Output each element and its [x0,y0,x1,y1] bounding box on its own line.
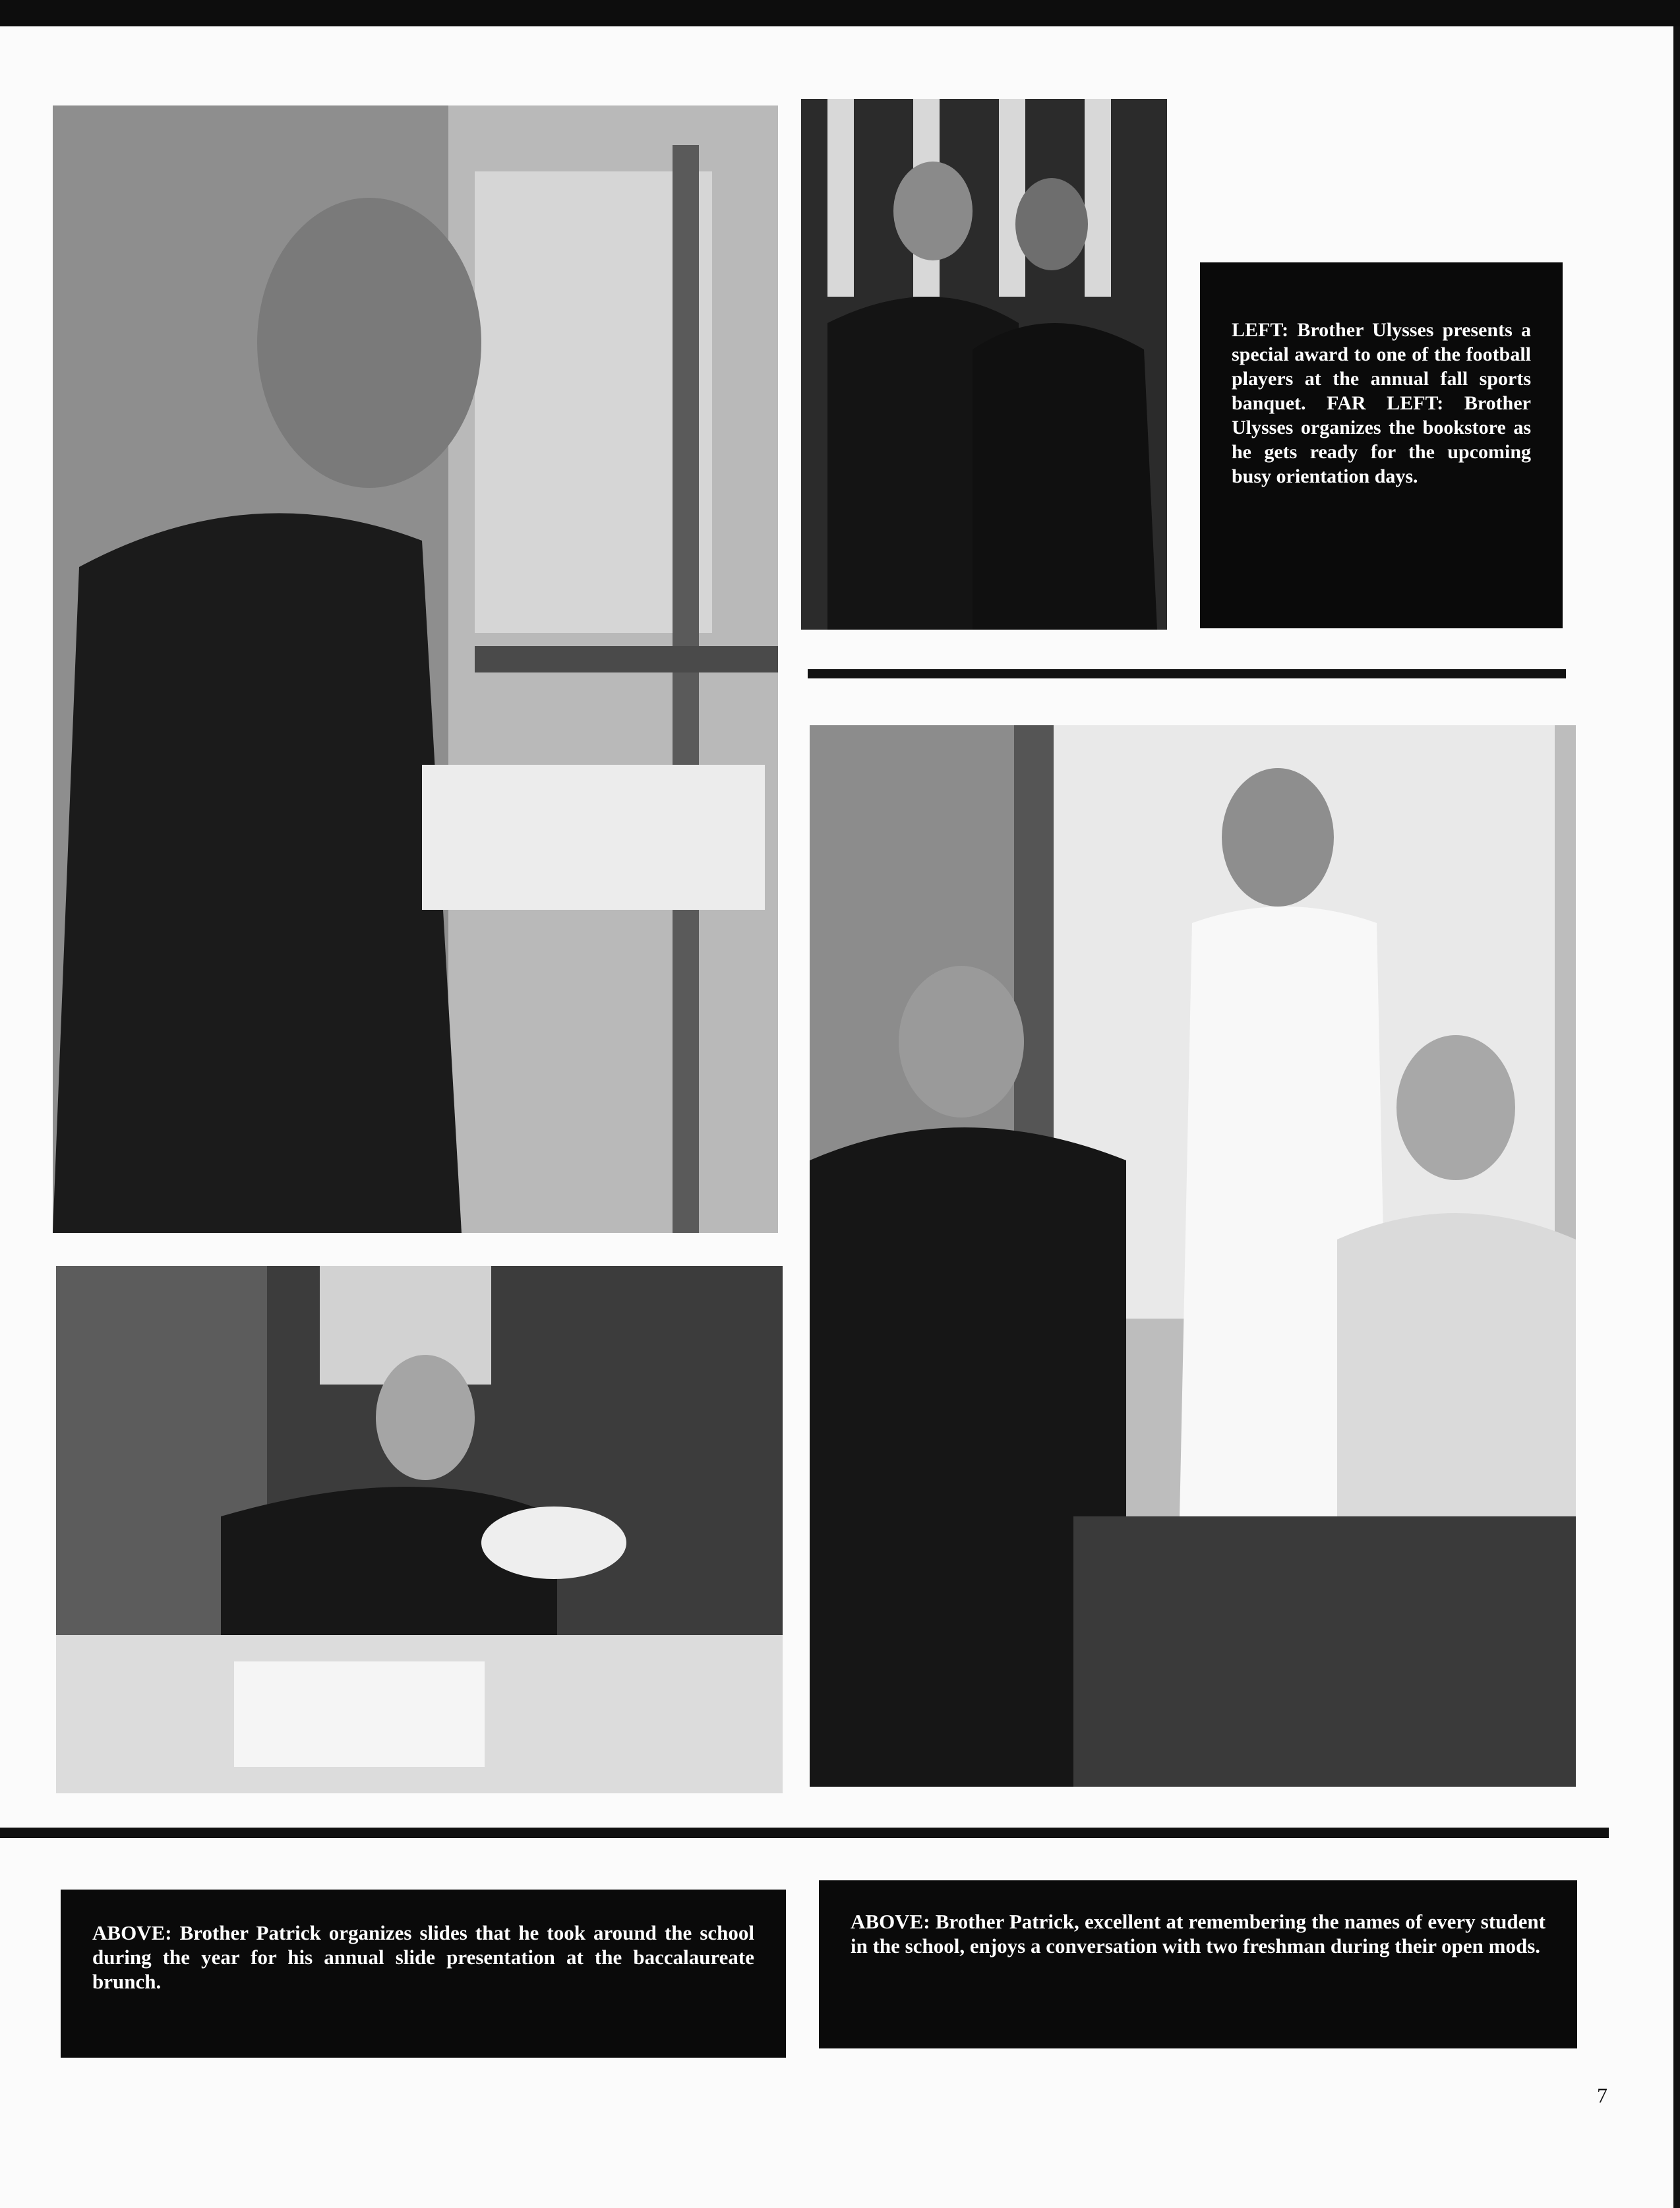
photo-award-art [801,99,1167,630]
caption-slides [61,1890,786,2058]
photo-bookstore [53,105,778,1233]
caption-award-bookstore-text: LEFT: Brother Ulysses presents a special award to one of the football players at the annual fall sports banquet. FAR LEFT: Brother Ulysses organizes the bookstore as he gets ready for the upcoming busy orientation days. [1232,319,1531,487]
page-number: 7 [1597,2083,1607,2107]
right-border [1673,26,1680,2208]
caption-conversation [819,1880,1577,2048]
divider-rule-right [808,669,1566,678]
top-border [0,0,1680,26]
photo-slide-art [56,1266,783,1793]
photo-slide-organizing [56,1266,783,1793]
caption-award-bookstore [1200,262,1563,628]
photo-conversation-art [810,725,1576,1787]
caption-slides-text: ABOVE: Brother Patrick organizes slides that he took around the school during the year for his annual slide presentation at the baccalaureate brunch. [92,1921,754,1993]
caption-conversation-text: ABOVE: Brother Patrick, excellent at remembering the names of every student in the school, enjoys a conversation with two freshman during their open mods. [851,1910,1545,1957]
divider-rule-bottom [0,1828,1609,1838]
photo-award-presentation [801,99,1167,630]
photo-bookstore-art [53,105,778,1233]
photo-conversation [810,725,1576,1787]
